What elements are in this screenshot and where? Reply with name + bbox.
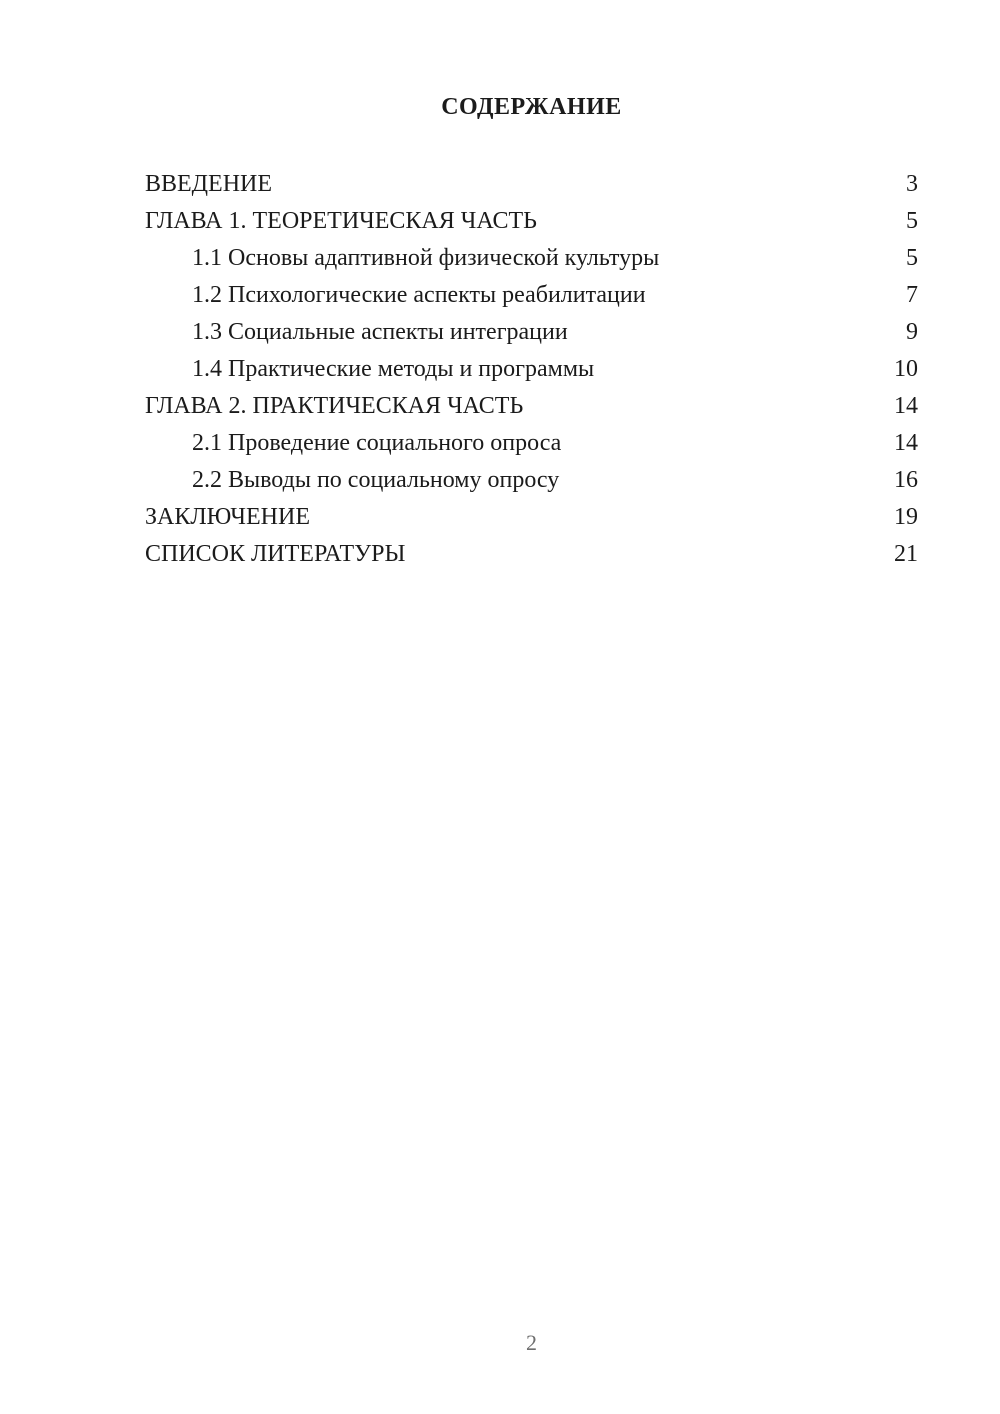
toc-entry-page: 10 (894, 356, 918, 382)
toc-entry-label: 2.1 Проведение социального опроса (192, 430, 562, 456)
toc-entry-page: 9 (906, 319, 918, 345)
toc-entry-section-1-3 (145, 314, 918, 351)
toc-entry-page: 5 (906, 208, 918, 234)
toc-entry-page: 19 (894, 504, 918, 530)
toc-entry-label: 2.2 Выводы по социальному опросу (192, 467, 560, 493)
toc-entry-page: 21 (894, 541, 918, 567)
toc-entry-chapter-1 (145, 203, 918, 240)
toc-entry-section-1-4 (145, 351, 918, 388)
toc-entry-label: 1.3 Социальные аспекты интеграции (192, 319, 568, 345)
toc-entry-label: 1.4 Практические методы и программы (192, 356, 595, 382)
toc-entry-page: 16 (894, 467, 918, 493)
toc-entry-introduction (145, 166, 918, 203)
toc-entry-page: 3 (906, 171, 918, 197)
toc-entry-page: 14 (894, 430, 918, 456)
toc-entry-label: СПИСОК ЛИТЕРАТУРЫ (145, 541, 406, 567)
toc-entry-page: 14 (894, 393, 918, 419)
toc-entry-label: ГЛАВА 2. ПРАКТИЧЕСКАЯ ЧАСТЬ (145, 393, 524, 419)
toc-entry-label: 1.2 Психологические аспекты реабилитации (192, 282, 646, 308)
page-title: СОДЕРЖАНИЕ (441, 94, 622, 120)
toc-entry-label: 1.1 Основы адаптивной физической культуры (192, 245, 660, 271)
toc-entry-section-2-2 (145, 462, 918, 499)
toc-entry-bibliography (145, 536, 918, 573)
toc-entry-label: ВВЕДЕНИЕ (145, 171, 273, 197)
toc-entry-conclusion (145, 499, 918, 536)
toc-entry-page: 7 (906, 282, 918, 308)
toc-entry-section-1-2 (145, 277, 918, 314)
toc-entry-label: ГЛАВА 1. ТЕОРЕТИЧЕСКАЯ ЧАСТЬ (145, 208, 537, 234)
toc-entry-chapter-2 (145, 388, 918, 425)
toc-entry-section-2-1 (145, 425, 918, 462)
toc-entry-section-1-1 (145, 240, 918, 277)
page-number: 2 (526, 1330, 537, 1355)
table-of-contents (145, 166, 918, 573)
toc-entry-label: ЗАКЛЮЧЕНИЕ (145, 504, 310, 530)
toc-entry-page: 5 (906, 245, 918, 271)
